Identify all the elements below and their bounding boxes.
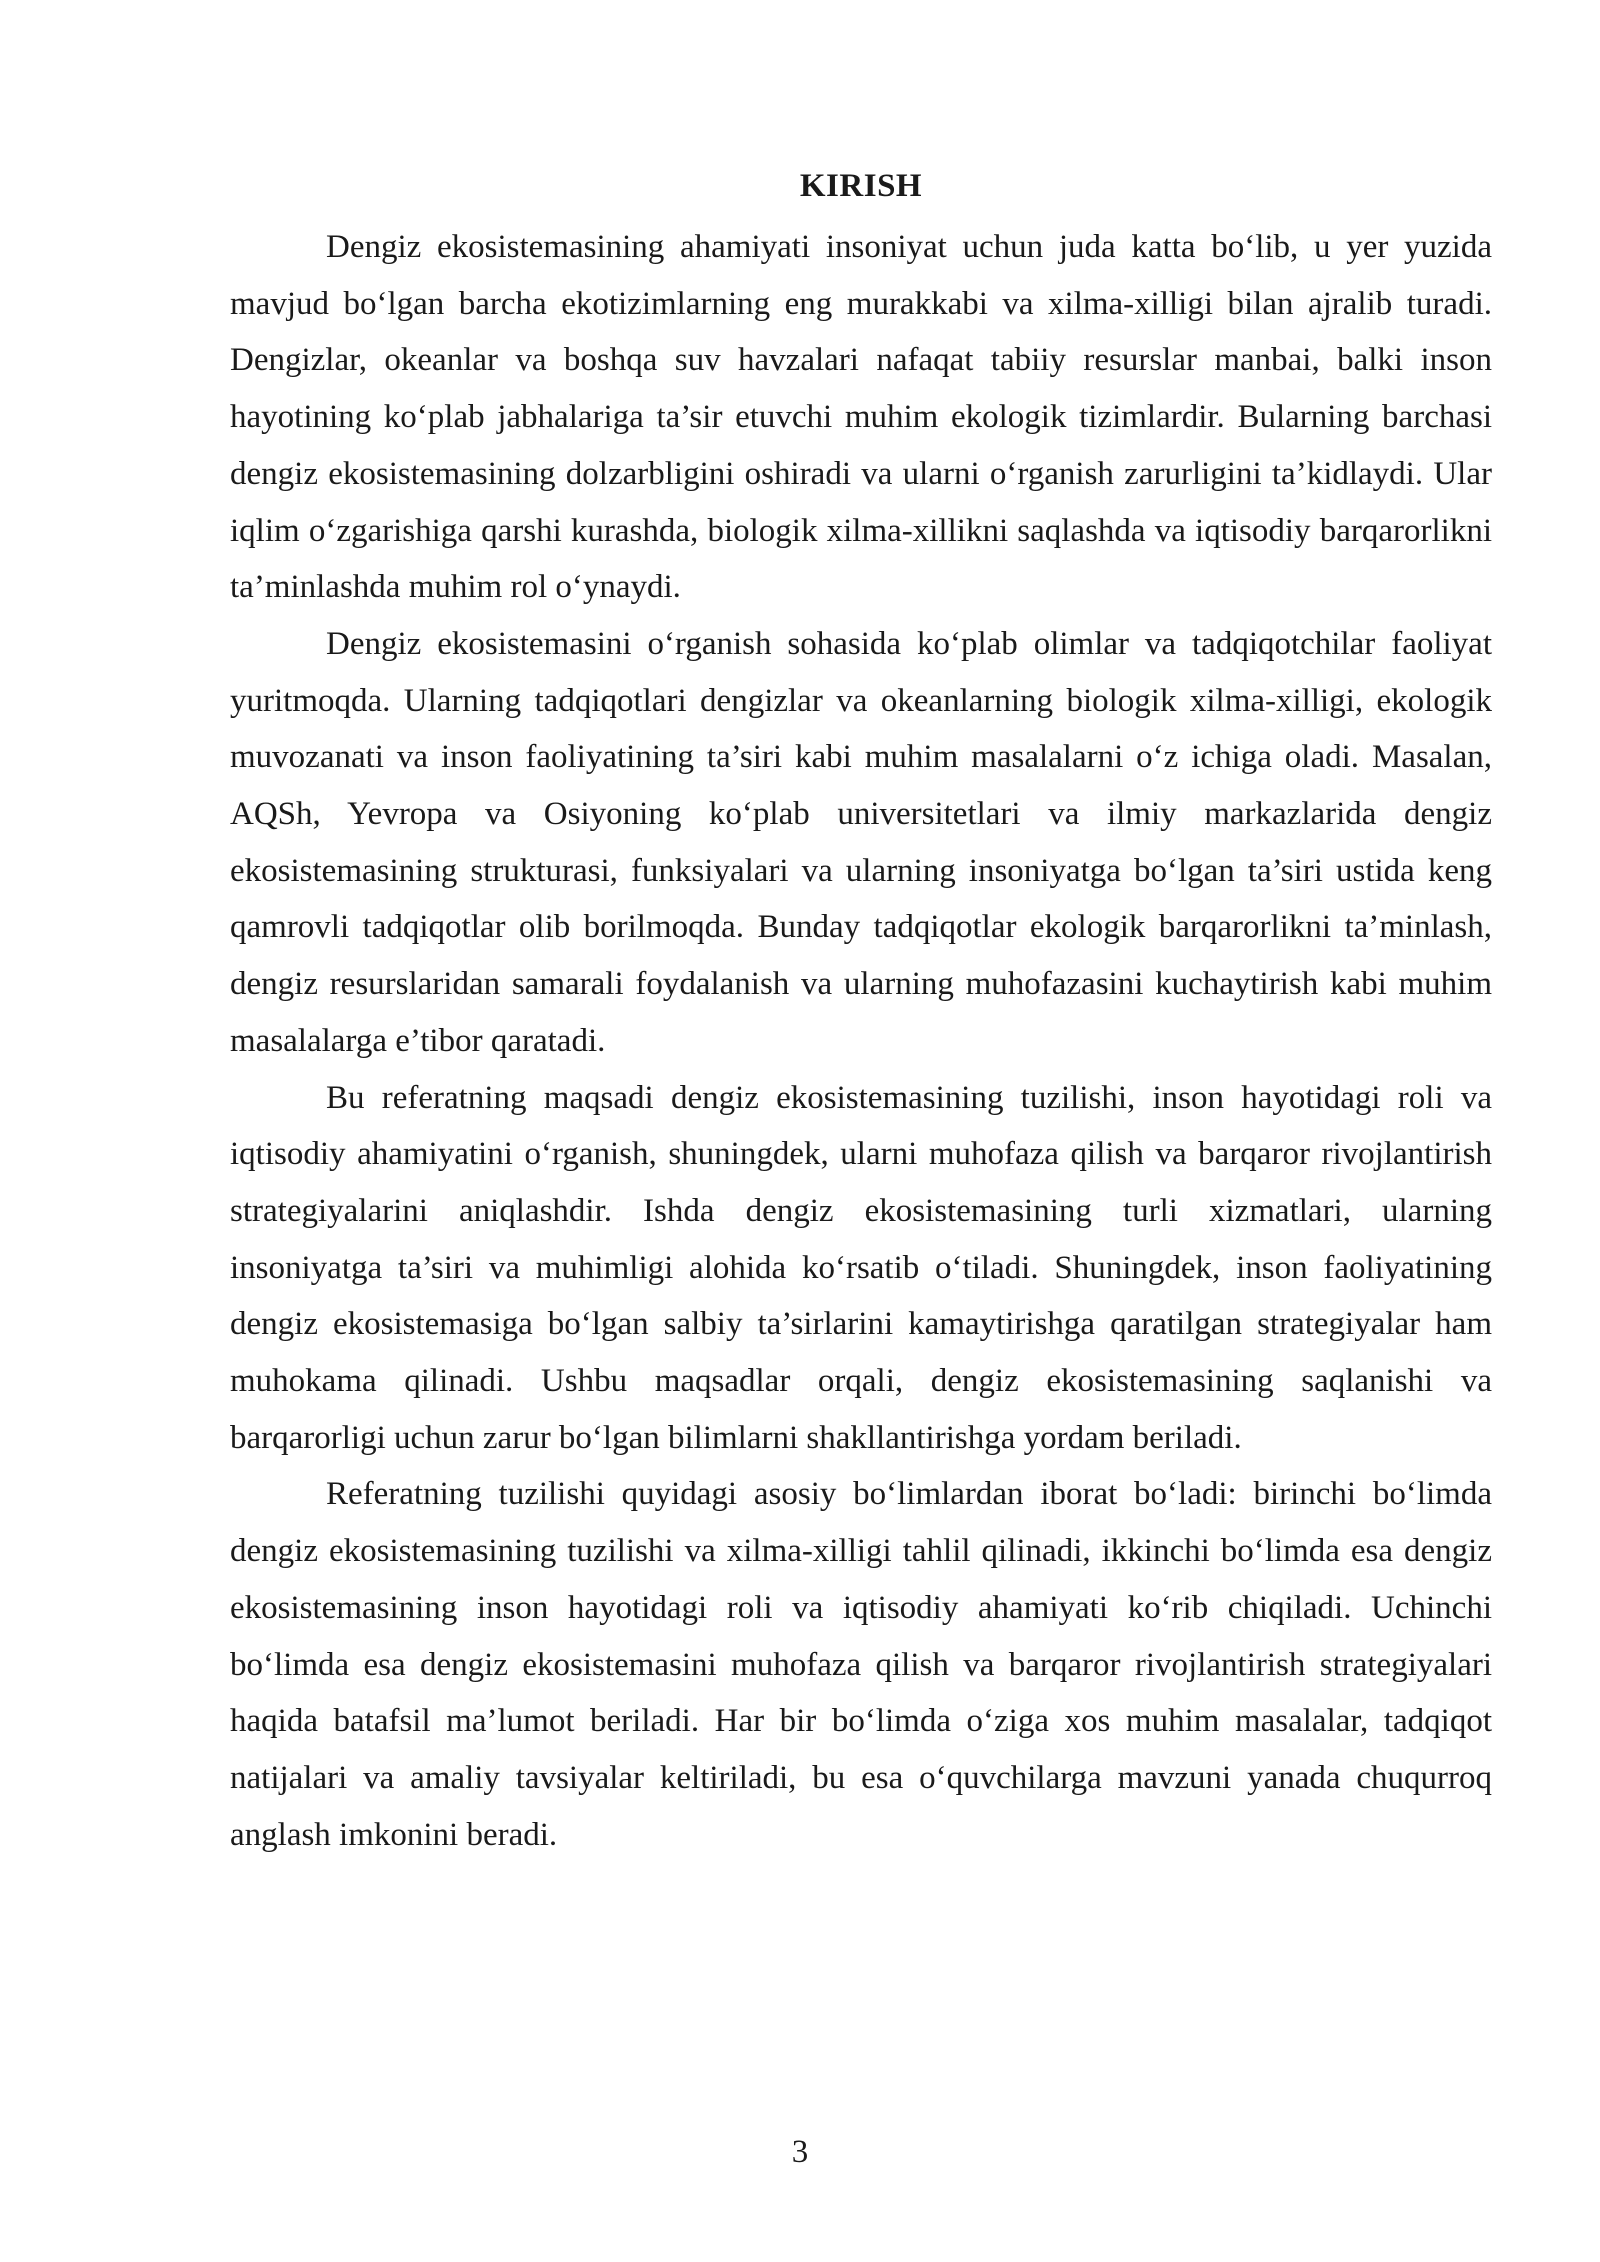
page-number: 3 [791, 2134, 809, 2170]
section-title: KIRISH [799, 168, 923, 204]
document-page [230, 158, 1492, 1863]
paragraph-4: Referatning tuzilishi quyidagi asosiy bo‘limlardan iborat bo‘ladi: birinchi bo‘limda dengiz ekosistemasining tuzilishi va xilma-xilligi tahlil qilinadi, ikkinchi bo‘limda esa dengiz ekosistemasining inson hayotidagi roli va iqtisodiy ahamiyati ko‘rib chiqiladi. Uchinchi bo‘limda esa dengiz ekosistemasini muhofaza qilish va barqaror rivojlantirish strategiyalari haqida batafsil ma’lumot beriladi. Har bir bo‘limda o‘ziga xos muhim masalalar, tadqiqot natijalari va amaliy tavsiyalar keltiriladi, bu esa o‘quvchilarga mavzuni yanada chuqurroq anglash imkonini beradi. [230, 1476, 1492, 1853]
paragraph-1: Dengiz ekosistemasining ahamiyati insoniyat uchun juda katta bo‘lib, u yer yuzida mavjud bo‘lgan barcha ekotizimlarning eng murakkabi va xilma-xilligi bilan ajralib turadi. Dengizlar, okeanlar va boshqa suv havzalari nafaqat tabiiy resurslar manbai, balki inson hayotining ko‘plab jabhalariga ta’sir etuvchi muhim ekologik tizimlardir. Bularning barchasi dengiz ekosistemasining dolzarbligini oshiradi va ularni o‘rganish zarurligini ta’kidlaydi. Ular iqlim o‘zgarishiga qarshi kurashda, biologik xilma-xillikni saqlashda va iqtisodiy barqarorlikni ta’minlashda muhim rol o‘ynaydi. [230, 229, 1492, 606]
paragraph-2: Dengiz ekosistemasini o‘rganish sohasida ko‘plab olimlar va tadqiqotchilar faoliyat yuritmoqda. Ularning tadqiqotlari dengizlar va okeanlarning biologik xilma-xilligi, ekologik muvozanati va inson faoliyatining ta’siri kabi muhim masalalarni o‘z ichiga oladi. Masalan, AQSh, Yevropa va Osiyoning ko‘plab universitetlari va ilmiy markazlarida dengiz ekosistemasining strukturasi, funksiyalari va ularning insoniyatga bo‘lgan ta’siri ustida keng qamrovli tadqiqotlar olib borilmoqda. Bunday tadqiqotlar ekologik barqarorlikni ta’minlash, dengiz resurslaridan samarali foydalanish va ularning muhofazasini kuchaytirish kabi muhim masalalarga e’tibor qaratadi. [230, 625, 1492, 1059]
paragraph-3: Bu referatning maqsadi dengiz ekosistemasining tuzilishi, inson hayotidagi roli va iqtisodiy ahamiyatini o‘rganish, shuningdek, ularni muhofaza qilish va barqaror rivojlantirish strategiyalarini aniqlashdir. Ishda dengiz ekosistemasining turli xizmatlari, ularning insoniyatga ta’siri va muhimligi alohida ko‘rsatib o‘tiladi. Shuningdek, inson faoliyatining dengiz ekosistemasiga bo‘lgan salbiy ta’sirlarini kamaytirishga qaratilgan strategiyalar ham muhokama qilinadi. Ushbu maqsadlar orqali, dengiz ekosistemasining saqlanishi va barqarorligi uchun zarur bo‘lgan bilimlarni shakllantirishga yordam beriladi. [230, 1079, 1492, 1456]
